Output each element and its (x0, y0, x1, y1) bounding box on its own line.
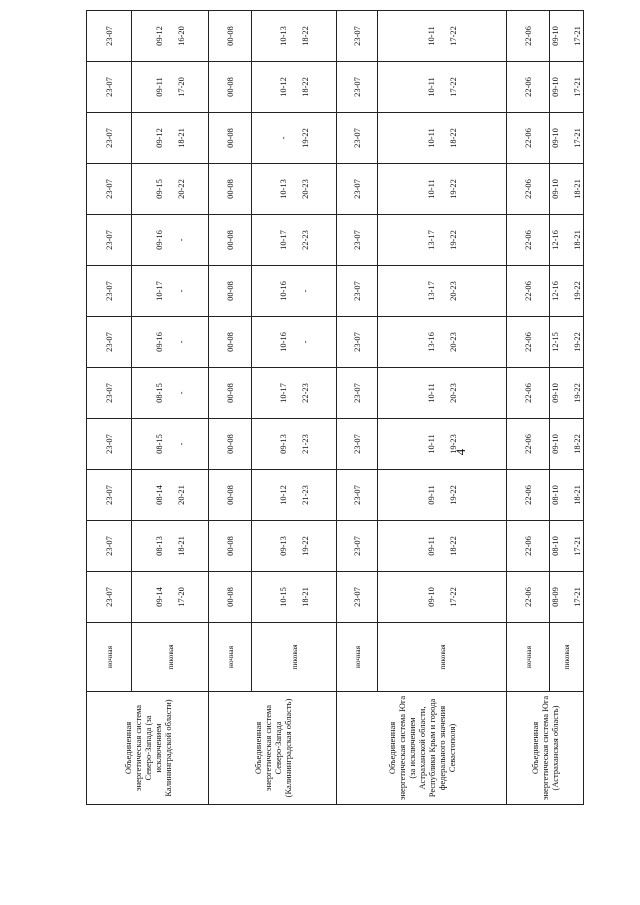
hour-range-evening: 18-22 (299, 77, 310, 97)
hour-range-evening: - (175, 442, 186, 446)
hour-range: 09-11 (153, 77, 164, 97)
hour-range: 23-07 (351, 587, 362, 607)
energy-system-name: Объединенная энергетическая система Северо-Запада (Калининградская область) (209, 692, 337, 805)
hour-range: 23-07 (103, 587, 114, 607)
hour-range-cell (337, 266, 378, 317)
hour-range-cell (550, 11, 584, 62)
hour-range: 00-08 (224, 230, 235, 250)
hour-range: 09-10 (550, 434, 560, 454)
hour-range-evening: 19-22 (299, 536, 310, 556)
hour-range: 00-08 (224, 26, 235, 46)
hour-range-evening: - (175, 289, 186, 293)
hour-range-cell (378, 419, 507, 470)
hour-range-cell (87, 266, 132, 317)
hour-range-cell (87, 113, 132, 164)
hour-range: 10-17 (277, 383, 288, 403)
hour-range: 23-07 (351, 485, 362, 505)
hour-range-evening: 20-21 (175, 485, 186, 505)
hour-range: 12-16 (550, 230, 560, 250)
hour-range-cell (87, 521, 132, 572)
hour-range-cell (87, 317, 132, 368)
hour-range: 09-11 (425, 485, 436, 505)
hour-range-evening: 18-22 (447, 128, 458, 148)
hour-range-cell (378, 470, 507, 521)
hour-range: 09-16 (153, 230, 164, 250)
page-number: 4 (453, 448, 468, 456)
hour-range-cell (87, 215, 132, 266)
hour-range-evening: 20-22 (175, 179, 186, 199)
hour-range-cell (252, 266, 337, 317)
hour-range-cell (209, 572, 252, 623)
hour-range-evening: 18-22 (299, 26, 310, 46)
hour-range: 09-12 (153, 26, 164, 46)
hour-range: 10-16 (277, 281, 288, 301)
hour-range-cell (550, 572, 584, 623)
hour-range-cell (87, 11, 132, 62)
energy-system-name: Объединенная энергетическая система Северо-Запада (за исключением Калининградской области) (87, 692, 209, 805)
hour-range-evening: 17-22 (447, 26, 458, 46)
hour-range-cell (507, 215, 550, 266)
hour-range-cell (550, 419, 584, 470)
hour-range: 00-08 (224, 281, 235, 301)
hour-range: 22-06 (522, 383, 533, 403)
hour-range-cell (507, 470, 550, 521)
hour-range: 00-08 (224, 587, 235, 607)
hour-range: 00-08 (224, 77, 235, 97)
hour-range: 00-08 (224, 383, 235, 403)
hour-range-cell (252, 215, 337, 266)
hour-range-cell (87, 368, 132, 419)
hour-range: 09-10 (425, 587, 436, 607)
hour-range-evening: 17-22 (447, 77, 458, 97)
hour-range: 23-07 (351, 179, 362, 199)
hour-range: 22-06 (522, 536, 533, 556)
hour-range: 09-14 (153, 587, 164, 607)
hour-range: 10-17 (153, 281, 164, 301)
hour-range-evening: - (175, 391, 186, 395)
hour-range: 22-06 (522, 77, 533, 97)
hour-range: 08-14 (153, 485, 164, 505)
hour-range: 09-15 (153, 179, 164, 199)
energy-system-name: Объединенная энергетическая система Юга (Астраханская область) (507, 692, 584, 805)
hour-range: 08-10 (550, 536, 560, 556)
hour-range: 23-07 (351, 230, 362, 250)
hour-range-cell (550, 113, 584, 164)
hour-range-cell (337, 419, 378, 470)
hour-range-cell (132, 164, 209, 215)
hour-range: 10-11 (425, 77, 436, 97)
hour-range-cell (378, 572, 507, 623)
hour-range-cell (132, 215, 209, 266)
hour-range-cell (550, 521, 584, 572)
hour-range: 10-12 (277, 77, 288, 97)
hour-range: 23-07 (351, 332, 362, 352)
hour-range-cell (337, 317, 378, 368)
hour-range-cell (252, 164, 337, 215)
hour-range-cell (209, 164, 252, 215)
hour-range-evening: 19-22 (447, 485, 458, 505)
hour-range: 10-15 (277, 587, 288, 607)
hour-range-cell (132, 317, 209, 368)
hour-range-cell (507, 266, 550, 317)
schedule-table (86, 10, 584, 805)
hour-range-evening: 18-21 (572, 485, 582, 505)
hour-range-cell (209, 113, 252, 164)
hour-range: 22-06 (522, 281, 533, 301)
hour-range-evening: 18-21 (572, 179, 582, 199)
hour-range-cell (550, 470, 584, 521)
hour-range-cell (87, 164, 132, 215)
hour-range-cell (337, 521, 378, 572)
table-row (507, 11, 550, 805)
hour-range-cell (507, 11, 550, 62)
hour-range-evening: 18-22 (447, 536, 458, 556)
hour-range-cell (337, 470, 378, 521)
zone-label: ночная (209, 623, 252, 692)
hour-range-cell (337, 62, 378, 113)
hour-range-cell (209, 215, 252, 266)
hour-range-evening: - (175, 340, 186, 344)
hour-range: 22-06 (522, 434, 533, 454)
hour-range: 23-07 (351, 536, 362, 556)
hour-range-cell (132, 521, 209, 572)
hour-range: 23-07 (103, 128, 114, 148)
hour-range-cell (378, 368, 507, 419)
table-row (87, 11, 132, 805)
hour-range: 23-07 (103, 383, 114, 403)
hour-range-evening: 19-22 (572, 332, 582, 352)
hour-range-cell (378, 164, 507, 215)
hour-range: 23-07 (103, 485, 114, 505)
hour-range-evening: 17-21 (572, 128, 582, 148)
zone-label: пиковая (132, 623, 209, 692)
hour-range-evening: 17-20 (175, 587, 186, 607)
hour-range: 00-08 (224, 485, 235, 505)
hour-range-cell (337, 572, 378, 623)
hour-range: 23-07 (103, 77, 114, 97)
hour-range: 10-11 (425, 434, 436, 454)
hour-range: 09-13 (277, 434, 288, 454)
hour-range: 22-06 (522, 485, 533, 505)
hour-range: 22-06 (522, 26, 533, 46)
hour-range: 23-07 (351, 434, 362, 454)
hour-range: 00-08 (224, 536, 235, 556)
hour-range-cell (378, 11, 507, 62)
hour-range-cell (209, 62, 252, 113)
hour-range-cell (337, 11, 378, 62)
zone-label: ночная (507, 623, 550, 692)
hour-range-cell (132, 11, 209, 62)
hour-range-evening: 17-21 (572, 536, 582, 556)
hour-range-cell (550, 62, 584, 113)
hour-range: 00-08 (224, 179, 235, 199)
hour-range-evening: 17-22 (447, 587, 458, 607)
hour-range: 10-11 (425, 26, 436, 46)
hour-range: 00-08 (224, 434, 235, 454)
hour-range-evening: 20-23 (299, 179, 310, 199)
hour-range: 23-07 (103, 230, 114, 250)
hour-range-evening: - (175, 238, 186, 242)
zone-label: пиковая (252, 623, 337, 692)
hour-range-evening: 16-20 (175, 26, 186, 46)
zone-label: пиковая (550, 623, 584, 692)
hour-range-cell (87, 419, 132, 470)
hour-range: 22-06 (522, 332, 533, 352)
hour-range: 09-10 (550, 383, 560, 403)
hour-range-evening: 22-23 (299, 230, 310, 250)
hour-range-cell (337, 164, 378, 215)
hour-range: 23-07 (351, 26, 362, 46)
hour-range-cell (87, 572, 132, 623)
hour-range-cell (209, 419, 252, 470)
hour-range-cell (252, 113, 337, 164)
hour-range-cell (507, 62, 550, 113)
hour-range: 10-12 (277, 485, 288, 505)
hour-range: 10-11 (425, 128, 436, 148)
zone-label: пиковая (378, 623, 507, 692)
hour-range: 10-16 (277, 332, 288, 352)
hour-range-evening: 17-20 (175, 77, 186, 97)
hour-range-cell (252, 419, 337, 470)
hour-range: 08-13 (153, 536, 164, 556)
hour-range-cell (378, 521, 507, 572)
hour-range: 23-07 (103, 179, 114, 199)
hour-range-evening: 19-22 (447, 179, 458, 199)
hour-range: 13-17 (425, 281, 436, 301)
hour-range: 10-17 (277, 230, 288, 250)
hour-range: 23-07 (351, 128, 362, 148)
hour-range: 09-10 (550, 179, 560, 199)
hour-range-evening: 19-22 (447, 230, 458, 250)
hour-range: 23-07 (103, 332, 114, 352)
hour-range-cell (209, 317, 252, 368)
hour-range-cell (209, 521, 252, 572)
hour-range: 08-15 (153, 383, 164, 403)
table-row (337, 11, 378, 805)
hour-range: 09-16 (153, 332, 164, 352)
hour-range-cell (337, 113, 378, 164)
hour-range-evening: 21-23 (299, 434, 310, 454)
hour-range: 08-15 (153, 434, 164, 454)
hour-range-evening: - (299, 340, 310, 344)
hour-range-cell (337, 215, 378, 266)
hour-range-cell (87, 470, 132, 521)
hour-range: 12-15 (550, 332, 560, 352)
hour-range-evening: 21-23 (299, 485, 310, 505)
hour-range-cell (132, 419, 209, 470)
hour-range: 09-10 (550, 26, 560, 46)
hour-range: 22-06 (522, 179, 533, 199)
table-row (209, 11, 252, 805)
hour-range-evening: 18-21 (299, 587, 310, 607)
hour-range-evening: 20-23 (447, 332, 458, 352)
hour-range-cell (209, 11, 252, 62)
hour-range-cell (550, 317, 584, 368)
zone-label: ночная (87, 623, 132, 692)
hour-range-cell (507, 317, 550, 368)
energy-system-name: Объединенная энергетическая система Юга (за исключением Астраханской области, Республики Крым и города федерального значения Севастополя) (337, 692, 507, 805)
hour-range: 08-10 (550, 485, 560, 505)
hour-range-evening: 22-23 (299, 383, 310, 403)
hour-range-evening: 17-21 (572, 26, 582, 46)
hour-range-cell (550, 368, 584, 419)
table-row (550, 11, 584, 805)
hour-range-evening: 19-22 (572, 281, 582, 301)
hour-range-cell (209, 470, 252, 521)
hour-range: 09-13 (277, 536, 288, 556)
hour-range-evening: 19-22 (572, 383, 582, 403)
hour-range: 23-07 (351, 281, 362, 301)
hour-range: 22-06 (522, 587, 533, 607)
hour-range-evening: 18-21 (175, 536, 186, 556)
hour-range: 23-07 (103, 26, 114, 46)
table-row (378, 11, 507, 805)
hour-range-cell (378, 266, 507, 317)
hour-range: - (277, 136, 288, 140)
hour-range: 09-11 (425, 536, 436, 556)
hour-range-cell (209, 266, 252, 317)
hour-range-evening: 18-21 (175, 128, 186, 148)
hour-range: 23-07 (103, 536, 114, 556)
hour-range-cell (132, 368, 209, 419)
hour-range-cell (252, 572, 337, 623)
hour-range: 09-10 (550, 77, 560, 97)
hour-range: 23-07 (103, 281, 114, 301)
hour-range-cell (378, 62, 507, 113)
hour-range-cell (132, 572, 209, 623)
hour-range-cell (252, 368, 337, 419)
hour-range: 23-07 (351, 383, 362, 403)
hour-range: 00-08 (224, 332, 235, 352)
hour-range: 22-06 (522, 128, 533, 148)
hour-range-cell (337, 368, 378, 419)
hour-range: 00-08 (224, 128, 235, 148)
hour-range: 10-11 (425, 179, 436, 199)
table-row (252, 11, 337, 805)
hour-range-cell (378, 113, 507, 164)
hour-range: 13-16 (425, 332, 436, 352)
hour-range-cell (132, 266, 209, 317)
hour-range-evening: 19-23 (447, 434, 458, 454)
hour-range-evening: - (299, 289, 310, 293)
hour-range: 23-07 (103, 434, 114, 454)
hour-range-cell (507, 113, 550, 164)
rotated-table-container (86, 26, 582, 805)
hour-range-cell (507, 419, 550, 470)
hour-range-evening: 17-21 (572, 587, 582, 607)
hour-range: 10-13 (277, 179, 288, 199)
hour-range-cell (132, 113, 209, 164)
hour-range: 13-17 (425, 230, 436, 250)
zone-label: ночная (337, 623, 378, 692)
hour-range-cell (550, 215, 584, 266)
hour-range-cell (507, 572, 550, 623)
hour-range-cell (132, 470, 209, 521)
hour-range: 08-09 (550, 587, 560, 607)
hour-range-cell (252, 470, 337, 521)
hour-range: 12-16 (550, 281, 560, 301)
hour-range-cell (378, 215, 507, 266)
hour-range-cell (252, 11, 337, 62)
hour-range: 22-06 (522, 230, 533, 250)
hour-range-cell (209, 368, 252, 419)
hour-range-cell (507, 164, 550, 215)
hour-range-evening: 20-23 (447, 383, 458, 403)
hour-range-cell (550, 266, 584, 317)
hour-range: 23-07 (351, 77, 362, 97)
hour-range-evening: 19-22 (299, 128, 310, 148)
hour-range-cell (252, 521, 337, 572)
hour-range-cell (378, 317, 507, 368)
hour-range-evening: 18-22 (572, 434, 582, 454)
hour-range: 09-10 (550, 128, 560, 148)
hour-range-cell (252, 62, 337, 113)
hour-range: 10-13 (277, 26, 288, 46)
hour-range-cell (507, 521, 550, 572)
hour-range-cell (507, 368, 550, 419)
hour-range-evening: 20-23 (447, 281, 458, 301)
hour-range-evening: 17-21 (572, 77, 582, 97)
hour-range: 09-12 (153, 128, 164, 148)
hour-range-cell (550, 164, 584, 215)
hour-range-cell (87, 62, 132, 113)
hour-range-evening: 18-21 (572, 230, 582, 250)
hour-range-cell (132, 62, 209, 113)
table-row (132, 11, 209, 805)
hour-range: 10-11 (425, 383, 436, 403)
hour-range-cell (252, 317, 337, 368)
